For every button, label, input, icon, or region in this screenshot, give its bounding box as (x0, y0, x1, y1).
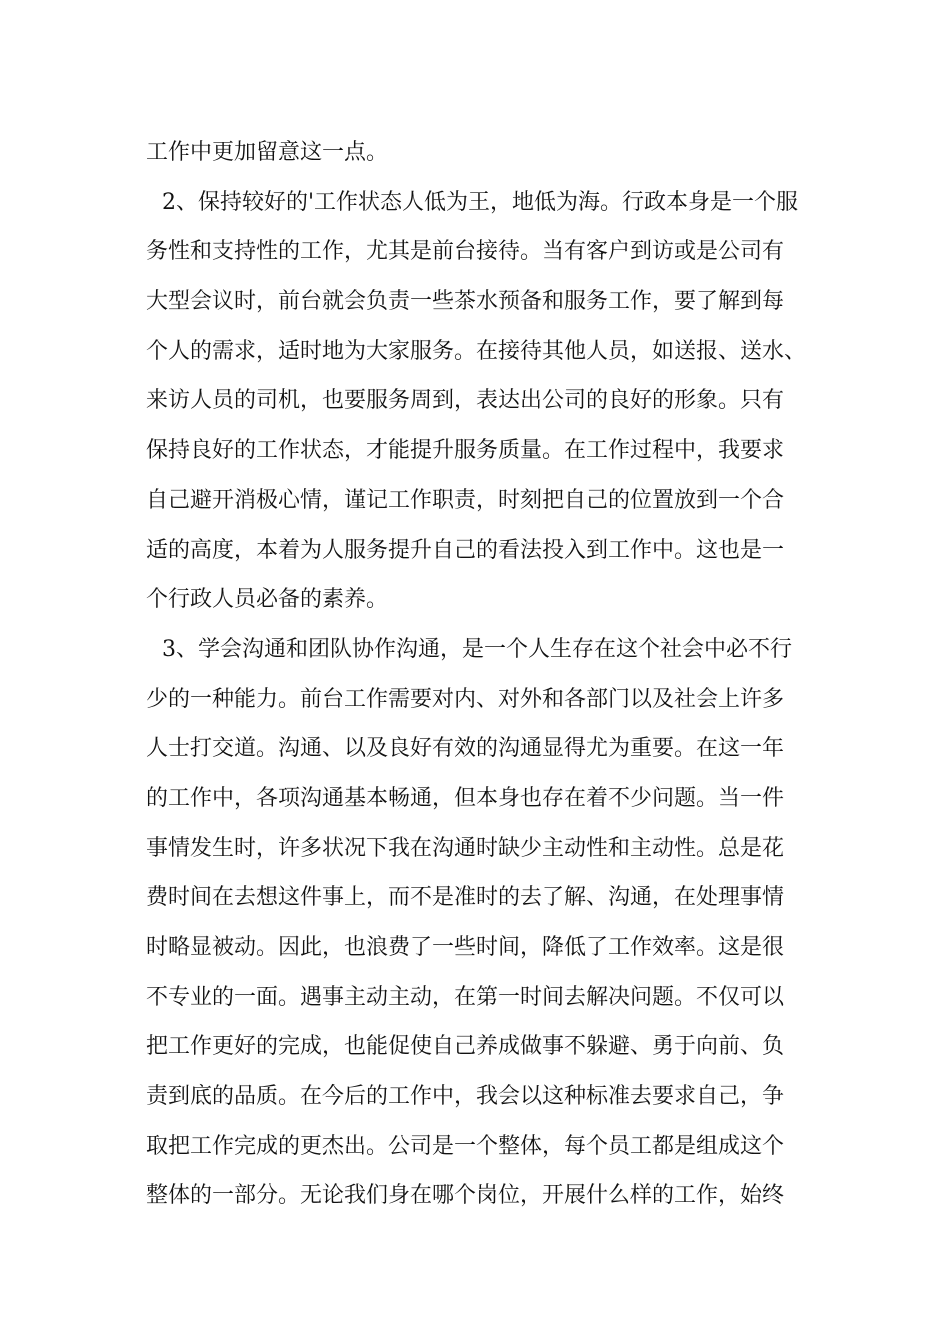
text-line: 个行政人员必备的素养。 (146, 587, 389, 613)
text-line: 人士打交道。沟通、以及良好有效的沟通显得尤为重要。在这一年 (146, 736, 785, 762)
paragraph-3-first-line: 3、学会沟通和团队协作沟通，是一个人生存在这个社会中必不行 (162, 636, 792, 662)
text-line: 整体的一部分。无论我们身在哪个岗位，开展什么样的工作，始终 (146, 1183, 785, 1209)
text-line: 保持良好的工作状态，才能提升服务质量。在工作过程中，我要求 (146, 438, 785, 464)
text-line: 费时间在去想这件事上，而不是准时的去了解、沟通，在处理事情 (146, 885, 785, 911)
text-line: 把工作更好的完成，也能促使自己养成做事不躲避、勇于向前、负 (146, 1034, 785, 1060)
text-line: 工作中更加留意这一点。 (146, 140, 389, 165)
text-line: 适的高度，本着为人服务提升自己的看法投入到工作中。这也是一 (146, 537, 785, 563)
text-line: 务性和支持性的工作，尤其是前台接待。当有客户到访或是公司有 (146, 239, 785, 265)
document-body (146, 128, 814, 1221)
text-line: 不专业的一面。遇事主动主动，在第一时间去解决问题。不仅可以 (146, 984, 785, 1010)
text-line: 个人的需求，适时地为大家服务。在接待其他人员，如送报、送水、 (146, 338, 807, 364)
text-line: 少的一种能力。前台工作需要对内、对外和各部门以及社会上许多 (146, 686, 785, 712)
text-line: 大型会议时，前台就会负责一些茶水预备和服务工作，要了解到每 (146, 289, 785, 315)
text-line: 自己避开消极心情，谨记工作职责，时刻把自己的位置放到一个合 (146, 487, 785, 513)
text-line: 事情发生时，许多状况下我在沟通时缺少主动性和主动性。总是花 (146, 835, 785, 861)
paragraph-2-first-line: 2、保持较好的'工作状态人低为王，地低为海。行政本身是一个服 (162, 189, 799, 215)
text-line: 来访人员的司机，也要服务周到，表达出公司的良好的形象。只有 (146, 388, 785, 414)
text-line: 取把工作完成的更杰出。公司是一个整体，每个员工都是组成这个 (146, 1133, 785, 1159)
text-line: 责到底的品质。在今后的工作中，我会以这种标准去要求自己，争 (146, 1084, 785, 1110)
text-line: 时略显被动。因此，也浪费了一些时间，降低了工作效率。这是很 (146, 935, 785, 960)
text-line: 的工作中，各项沟通基本畅通，但本身也存在着不少问题。当一件 (146, 785, 785, 811)
